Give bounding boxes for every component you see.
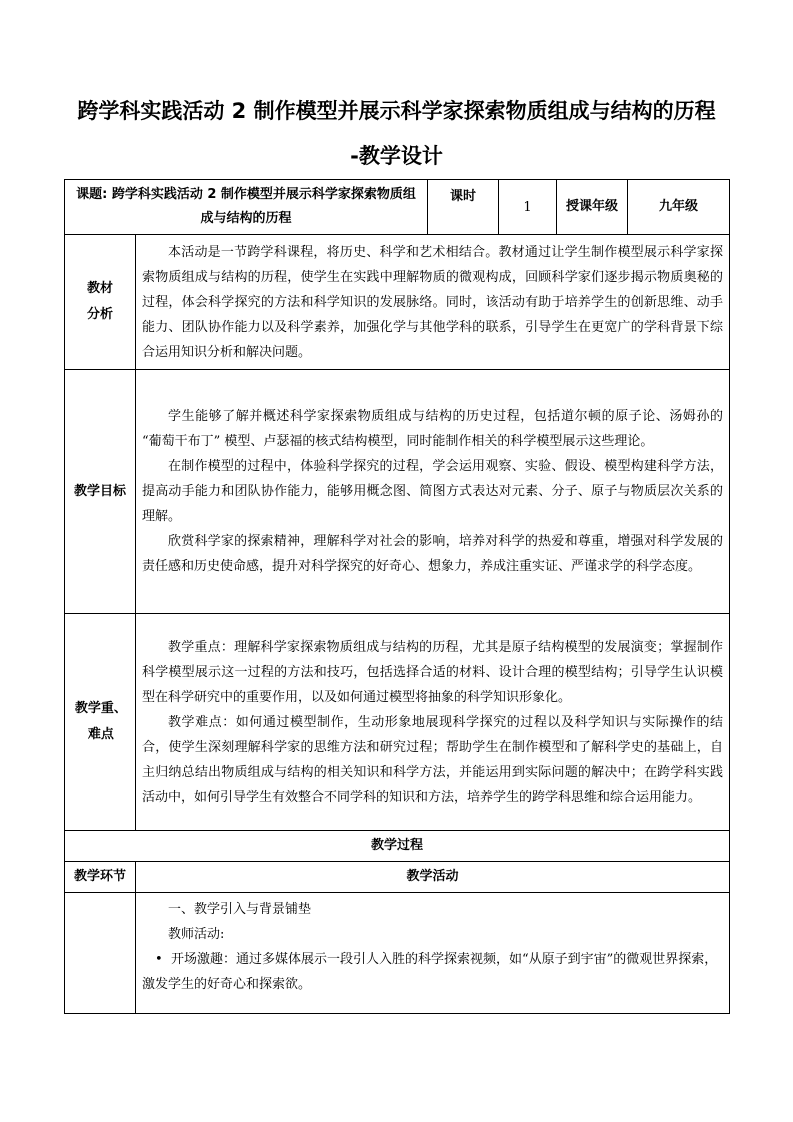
lesson-plan-table xyxy=(64,179,730,1014)
material-row xyxy=(65,235,730,370)
hours-value: 1 xyxy=(499,180,557,235)
goals-content xyxy=(136,370,730,614)
hours-label: 课时 xyxy=(428,180,499,235)
material-label xyxy=(65,235,136,370)
document-title-line2: -教学设计 xyxy=(350,144,443,168)
goals-paragraph-2: 在制作模型的过程中，体验科学探究的过程，学会运用观察、实验、假设、模型构建科学方法，提高动手能力和团队协作能力，能够用概念图、简图方式表达对元素、分子、原子与物质层次关系的理解。 xyxy=(142,459,724,524)
bullet-dot-icon: • xyxy=(155,952,171,967)
teacher-activity-label: 教师活动: xyxy=(168,927,225,942)
grade-label: 授课年级 xyxy=(557,180,628,235)
activity-bullet xyxy=(142,947,723,997)
step-cell xyxy=(65,893,136,1014)
activity-column-header: 教学活动 xyxy=(136,862,730,893)
process-header: 教学过程 xyxy=(65,831,730,862)
grade-value: 九年级 xyxy=(628,180,730,235)
key-points-label-text: 教学重、难点 xyxy=(74,701,127,742)
activity-bullet-text: 开场激趣：通过多媒体展示一段引人入胜的科学探索视频，如“从原子到宇宙”的微观世界探索，激发学生的好奇心和探索欲。 xyxy=(142,952,718,992)
key-points-content xyxy=(136,614,730,831)
document-title-line1: 跨学科实践活动 2 制作模型并展示科学家探索物质组成与结构的历程 xyxy=(77,99,716,123)
activity-row xyxy=(65,893,730,1014)
material-content xyxy=(136,235,730,370)
activity-content xyxy=(136,893,730,1014)
goals-paragraph-3: 欣赏科学家的探索精神，理解科学对社会的影响，培养对科学的热爱和尊重，增强对科学发展的责任感和历史使命感，提升对科学探究的好奇心、想象力，养成注重实证、严谨求学的科学态度。 xyxy=(142,534,724,574)
key-points-paragraph-2: 教学难点：如何通过模型制作，生动形象地展现科学探究的过程以及科学知识与实际操作的结合，使学生深刻理解科学家的思维方法和研究过程；帮助学生在制作模型和了解科学史的基础上，自主归纳总结出物质组成与结构的相关知识和科学方法，并能运用到实际问题的解决中；在跨学科实践活动中，如何引导学生有效整合不同学科的知识和方法，培养学生的跨学科思维和综合运用能力。 xyxy=(142,714,724,805)
key-points-row xyxy=(65,614,730,831)
key-points-label xyxy=(65,614,136,831)
process-header-row xyxy=(65,831,730,862)
goals-row xyxy=(65,370,730,614)
header-row xyxy=(65,180,730,235)
step-column-header: 教学环节 xyxy=(65,862,136,893)
activity-heading: 一、教学引入与背景铺垫 xyxy=(168,902,312,917)
goals-paragraph-1: 学生能够了解并概述科学家探索物质组成与结构的历史过程，包括道尔顿的原子论、汤姆孙的 “葡萄干布丁” 模型、卢瑟福的核式结构模型，同时能制作相关的科学模型展示这些理论。 xyxy=(142,409,724,449)
topic-cell: 课题: 跨学科实践活动 2 制作模型并展示科学家探索物质组成与结构的历程 xyxy=(65,180,428,235)
column-header-row xyxy=(65,862,730,893)
key-points-paragraph-1: 教学重点：理解科学家探索物质组成与结构的历程，尤其是原子结构模型的发展演变；掌握制作科学模型展示这一过程的方法和技巧，包括选择合适的材料、设计合理的模型结构；引导学生认识模型在科学研究中的重要作用，以及如何通过模型将抽象的科学知识形象化。 xyxy=(142,639,724,705)
material-label-text: 教材分析 xyxy=(86,281,113,322)
goals-label: 教学目标 xyxy=(65,370,136,614)
material-paragraph: 本活动是一节跨学科课程，将历史、科学和艺术相结合。教材通过让学生制作模型展示科学家探索物质组成与结构的历程，使学生在实践中理解物质的微观构成，回顾科学家们逐步揭示物质奥秘的过程，体会科学探究的方法和科学知识的发展脉络。同时，该活动有助于培养学生的创新思维、动手能力、团队协作能力以及科学素养，加强化学与其他学科的联系，引导学生在更宽广的学科背景下综合运用知识分析和解决问题。 xyxy=(142,244,724,360)
